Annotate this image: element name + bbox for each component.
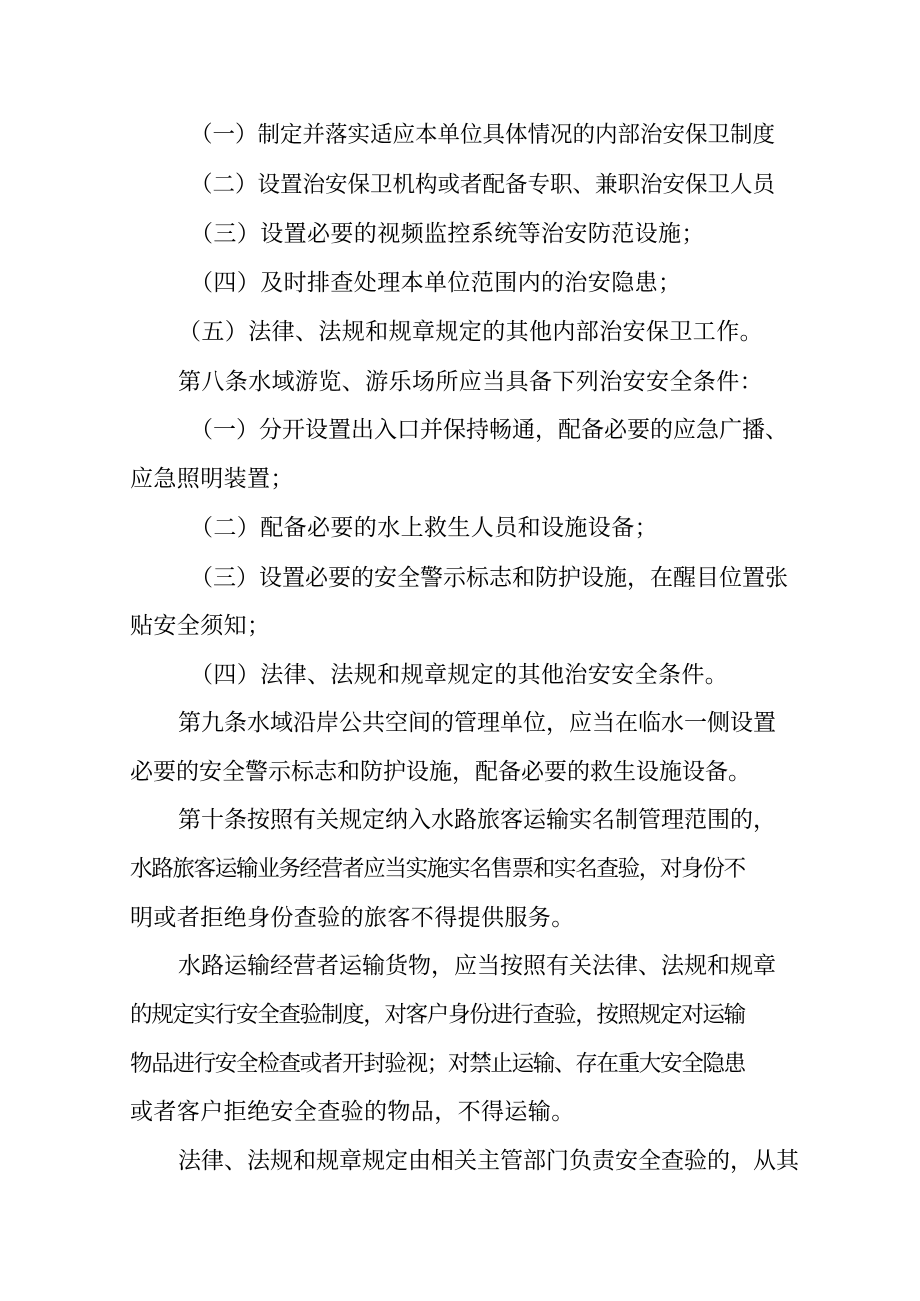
text-line-1: （一）制定并落实适应本单位具体情况的内部治安保卫制度 [190,122,776,148]
text-line-13: 第九条水域沿岸公共空间的管理单位，应当在临水一侧设置 [178,710,776,736]
text-line-20: 物品进行安全检查或者开封验视；对禁止运输、存在重大安全隐患 [130,1051,745,1077]
text-line-5: （五）法律、法规和规章规定的其他内部治安保卫工作。 [178,319,763,345]
text-line-16: 水路旅客运输业务经营者应当实施实名售票和实名查验，对身份不 [130,856,745,882]
text-line-2: （二）设置治安保卫机构或者配备专职、兼职治安保卫人员 [190,172,776,198]
text-line-21: 或者客户拒绝安全查验的物品，不得运输。 [130,1099,575,1125]
text-line-14: 必要的安全警示标志和防护设施，配备必要的救生设施设备。 [130,759,751,785]
text-line-8: 应急照明装置； [130,466,294,492]
text-line-3: （三）设置必要的视频监控系统等治安防范设施； [190,221,705,247]
text-line-6: 第八条水域游览、游乐场所应当具备下列治安安全条件： [178,369,763,395]
text-line-22: 法律、法规和规章规定由相关主管部门负责安全查验的，从其 [178,1148,799,1174]
text-line-18: 水路运输经营者运输货物，应当按照有关法律、法规和规章 [178,953,776,979]
text-line-4: （四）及时排查处理本单位范围内的治安隐患； [190,270,682,296]
text-line-7: （一）分开设置出入口并保持畅通，配备必要的应急广播、 [190,417,788,443]
text-line-10: （三）设置必要的安全警示标志和防护设施，在醒目位置张 [190,565,788,591]
text-line-12: （四）法律、法规和规章规定的其他治安安全条件。 [190,662,729,688]
text-line-17: 明或者拒绝身份查验的旅客不得提供服务。 [130,905,575,931]
text-line-9: （二）配备必要的水上救生人员和设施设备； [190,515,658,541]
text-line-11: 贴安全须知； [130,613,271,639]
text-line-19: 的规定实行安全查验制度，对客户身份进行查验，按照规定对运输 [130,1002,745,1028]
text-line-15: 第十条按照有关规定纳入水路旅客运输实名制管理范围的， [178,807,776,833]
